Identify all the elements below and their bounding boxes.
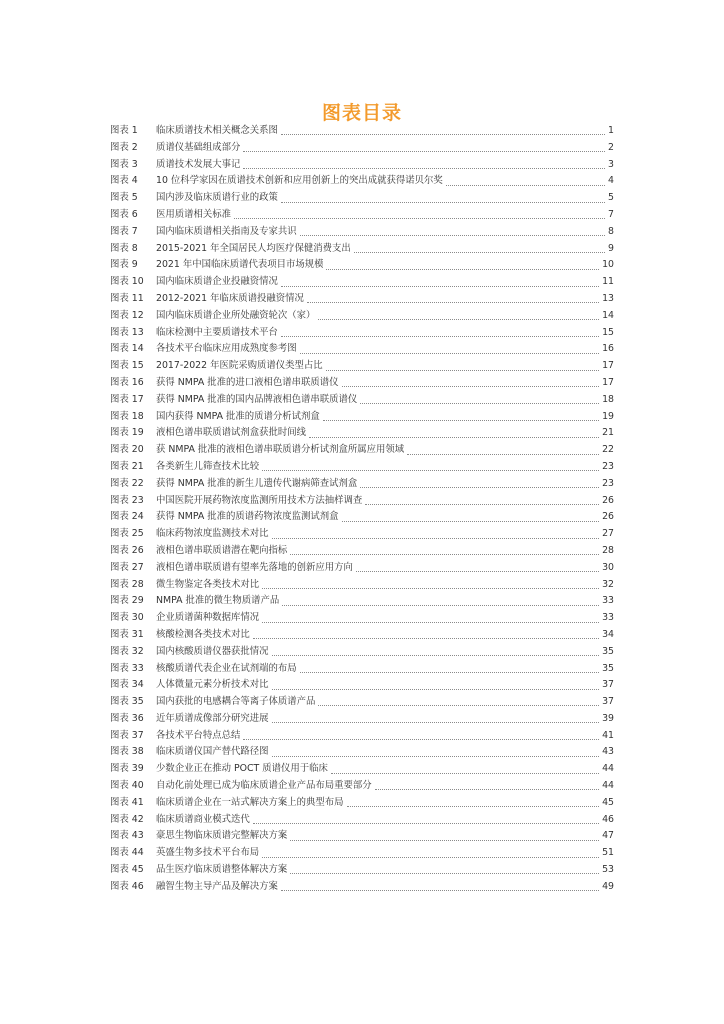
toc-entry[interactable] — [110, 207, 614, 224]
toc-entry-title[interactable]: 融智生物主导产品及解决方案 — [156, 880, 278, 892]
toc-dot-leader — [342, 385, 600, 387]
toc-entry-page-number[interactable]: 37 — [602, 679, 614, 691]
toc-dot-leader — [300, 671, 599, 673]
toc-dot-leader — [354, 251, 605, 253]
toc-dot-leader — [272, 755, 600, 757]
toc-entry[interactable] — [110, 526, 614, 543]
toc-entry[interactable] — [110, 140, 614, 157]
toc-entry-label: 图表 39 — [110, 763, 144, 775]
toc-entry-page-number[interactable]: 16 — [602, 343, 614, 355]
toc-entry-page-number[interactable]: 1 — [608, 125, 614, 136]
toc-dot-leader — [234, 217, 605, 219]
toc-entry[interactable] — [110, 123, 614, 140]
toc-entry-label: 图表 1 — [110, 125, 138, 136]
toc-entry-label: 图表 3 — [110, 158, 138, 170]
toc-entry-title[interactable]: 人体微量元素分析技术对比 — [156, 679, 269, 691]
toc-entry[interactable] — [110, 711, 614, 728]
toc-entry-title[interactable]: 国内核酸质谱仪器获批情况 — [156, 645, 269, 657]
toc-entry-label: 图表 28 — [110, 578, 144, 590]
toc-entry[interactable] — [110, 627, 614, 644]
toc-entry-page-number[interactable]: 43 — [602, 746, 614, 758]
toc-entry[interactable] — [110, 828, 614, 845]
toc-entry[interactable] — [110, 224, 614, 241]
toc-entry-label: 图表 9 — [110, 259, 138, 271]
toc-entry-label: 图表 12 — [110, 309, 144, 321]
toc-entry-page-number[interactable]: 3 — [608, 158, 614, 170]
toc-entry-label: 图表 7 — [110, 225, 138, 237]
toc-entry[interactable] — [110, 812, 614, 829]
toc-entry-page-number[interactable]: 19 — [602, 410, 614, 422]
toc-entry-page-number[interactable]: 21 — [602, 427, 614, 439]
toc-dot-leader — [318, 318, 599, 320]
toc-entry-title[interactable]: 各技术平台临床应用成熟度参考图 — [156, 343, 297, 355]
toc-entry-label: 图表 45 — [110, 864, 144, 876]
toc-entry[interactable] — [110, 778, 614, 795]
toc-entry-title[interactable]: 医用质谱相关标准 — [156, 208, 232, 220]
toc-entry-page-number[interactable]: 33 — [602, 595, 614, 607]
toc-entry-title[interactable]: 2017-2022 年医院采购质谱仪类型占比 — [156, 360, 323, 372]
toc-entry-label: 图表 2 — [110, 141, 138, 153]
toc-entry-page-number[interactable]: 46 — [602, 813, 614, 825]
toc-entry-page-number[interactable]: 41 — [602, 729, 614, 741]
toc-entry-title[interactable]: 获得 NMPA 批准的进口液相色谱串联质谱仪 — [156, 376, 339, 388]
toc-dot-leader — [300, 352, 599, 354]
toc-entry-label: 图表 27 — [110, 561, 144, 573]
toc-dot-leader — [326, 268, 599, 270]
toc-entry-label: 图表 21 — [110, 460, 144, 472]
toc-entry[interactable] — [110, 509, 614, 526]
toc-entry-label: 图表 43 — [110, 830, 144, 842]
toc-entry[interactable] — [110, 795, 614, 812]
toc-entry[interactable] — [110, 644, 614, 661]
toc-entry-page-number[interactable]: 15 — [602, 326, 614, 338]
toc-dot-leader — [262, 856, 599, 858]
toc-dot-leader — [290, 553, 599, 555]
toc-entry[interactable] — [110, 661, 614, 678]
toc-entry[interactable] — [110, 442, 614, 459]
toc-entry-title[interactable]: 自动化前处理已成为临床质谱企业产品布局重要部分 — [156, 780, 372, 792]
toc-entry[interactable] — [110, 744, 614, 761]
toc-entry[interactable] — [110, 308, 614, 325]
toc-dot-leader — [347, 805, 600, 807]
toc-entry-title[interactable]: 液相色谱串联质谱试剂盒获批时间线 — [156, 427, 307, 439]
toc-entry-title[interactable]: 少数企业正在推动 POCT 质谱仪用于临床 — [156, 763, 328, 775]
toc-entry-page-number[interactable]: 7 — [608, 208, 614, 220]
toc-entry-page-number[interactable]: 32 — [602, 578, 614, 590]
toc-dot-leader — [365, 503, 599, 505]
toc-entry-title[interactable]: 微生物鉴定各类技术对比 — [156, 578, 260, 590]
toc-entry[interactable] — [110, 409, 614, 426]
toc-entry-label: 图表 41 — [110, 796, 144, 808]
toc-entry-label: 图表 24 — [110, 511, 144, 523]
toc-entry[interactable] — [110, 157, 614, 174]
toc-dot-leader — [272, 688, 600, 690]
toc-entry-label: 图表 40 — [110, 780, 144, 792]
toc-entry-page-number[interactable]: 22 — [602, 444, 614, 456]
toc-entry-label: 图表 37 — [110, 729, 144, 741]
toc-entry-page-number[interactable]: 37 — [602, 696, 614, 708]
toc-entry-label: 图表 20 — [110, 444, 144, 456]
toc-entry-label: 图表 5 — [110, 192, 138, 204]
toc-entry-title[interactable]: 临床质谱仪国产替代路径图 — [156, 746, 269, 758]
toc-dot-leader — [272, 537, 600, 539]
toc-entry-label: 图表 8 — [110, 242, 138, 254]
toc-dot-leader — [309, 436, 599, 438]
toc-dot-leader — [326, 369, 599, 371]
toc-dot-leader — [281, 889, 599, 891]
toc-entry-page-number[interactable]: 26 — [602, 511, 614, 523]
toc-entry-title[interactable]: 国内获得 NMPA 批准的质谱分析试剂盒 — [156, 410, 320, 422]
toc-entry-title[interactable]: 各技术平台特点总结 — [156, 729, 241, 741]
toc-entry-page-number[interactable]: 45 — [602, 796, 614, 808]
toc-entry-title[interactable]: 国内临床质谱企业所处融资轮次（家） — [156, 309, 316, 321]
toc-entry-label: 图表 11 — [110, 292, 144, 304]
toc-dot-leader — [281, 133, 605, 135]
toc-entry[interactable] — [110, 325, 614, 342]
toc-entry[interactable] — [110, 677, 614, 694]
toc-dot-leader — [342, 520, 600, 522]
toc-entry-page-number[interactable]: 33 — [602, 612, 614, 624]
toc-entry-page-number[interactable]: 23 — [602, 477, 614, 489]
toc-entry-label: 图表 31 — [110, 628, 144, 640]
toc-entry-label: 图表 16 — [110, 376, 144, 388]
toc-entry[interactable] — [110, 577, 614, 594]
toc-entry-label: 图表 38 — [110, 746, 144, 758]
toc-dot-leader — [290, 839, 599, 841]
toc-entry-title[interactable]: 企业质谱菌种数据库情况 — [156, 612, 260, 624]
toc-entry[interactable] — [110, 694, 614, 711]
toc-entry-label: 图表 36 — [110, 712, 144, 724]
toc-entry-label: 图表 15 — [110, 360, 144, 372]
toc-entry-label: 图表 17 — [110, 393, 144, 405]
toc-entry[interactable] — [110, 560, 614, 577]
toc-entry-label: 图表 26 — [110, 544, 144, 556]
toc-entry-title[interactable]: 豪思生物临床质谱完整解决方案 — [156, 830, 288, 842]
toc-dot-leader — [272, 654, 600, 656]
toc-entry-title[interactable]: 质谱技术发展大事记 — [156, 158, 241, 170]
toc-entry-title[interactable]: 临床质谱商业模式迭代 — [156, 813, 250, 825]
toc-entry-page-number[interactable]: 35 — [602, 662, 614, 674]
toc-entry-label: 图表 22 — [110, 477, 144, 489]
toc-entry-page-number[interactable]: 18 — [602, 393, 614, 405]
toc-entry-title[interactable]: 2021 年中国临床质谱代表项目市场规模 — [156, 259, 324, 271]
toc-dot-leader — [243, 150, 605, 152]
toc-dot-leader — [360, 486, 599, 488]
toc-entry[interactable] — [110, 257, 614, 274]
toc-entry-label: 图表 23 — [110, 494, 144, 506]
toc-entry-page-number[interactable]: 35 — [602, 645, 614, 657]
toc-entry-page-number[interactable]: 26 — [602, 494, 614, 506]
toc-dot-leader — [281, 201, 605, 203]
toc-entry-page-number[interactable]: 44 — [602, 763, 614, 775]
toc-dot-leader — [272, 721, 600, 723]
toc-entry-page-number[interactable]: 27 — [602, 528, 614, 540]
toc-entry[interactable] — [110, 593, 614, 610]
toc-entry-page-number[interactable]: 47 — [602, 830, 614, 842]
toc-entry-page-number[interactable]: 11 — [602, 276, 614, 288]
toc-entry[interactable] — [110, 425, 614, 442]
toc-dot-leader — [446, 184, 605, 186]
toc-entry[interactable] — [110, 493, 614, 510]
toc-entry[interactable] — [110, 845, 614, 862]
toc-entry[interactable] — [110, 291, 614, 308]
toc-entry-label: 图表 30 — [110, 612, 144, 624]
toc-entry-title[interactable]: 核酸检测各类技术对比 — [156, 628, 250, 640]
toc-entry-title[interactable]: 获 NMPA 批准的液相色谱串联质谱分析试剂盒所属应用领域 — [156, 444, 405, 456]
toc-entry[interactable] — [110, 761, 614, 778]
toc-entry-page-number[interactable]: 17 — [602, 376, 614, 388]
toc-entry-title[interactable]: 获得 NMPA 批准的质谱药物浓度监测试剂盒 — [156, 511, 339, 523]
toc-entry-label: 图表 29 — [110, 595, 144, 607]
toc-entry[interactable] — [110, 543, 614, 560]
toc-entry-title[interactable]: 临床检测中主要质谱技术平台 — [156, 326, 278, 338]
toc-entry-label: 图表 33 — [110, 662, 144, 674]
toc-entry-title[interactable]: 临床质谱技术相关概念关系图 — [156, 125, 278, 136]
toc-entry-page-number[interactable]: 53 — [602, 864, 614, 876]
toc-entry-title[interactable]: 临床质谱企业在一站式解决方案上的典型布局 — [156, 796, 344, 808]
toc-entry-label: 图表 14 — [110, 343, 144, 355]
toc-entry-page-number[interactable]: 10 — [602, 259, 614, 271]
toc-dot-leader — [360, 402, 599, 404]
toc-entry-page-number[interactable]: 5 — [608, 192, 614, 204]
toc-entry[interactable] — [110, 610, 614, 627]
toc-entry-title[interactable]: 获得 NMPA 批准的国内品牌液相色谱串联质谱仪 — [156, 393, 358, 405]
toc-entry-page-number[interactable]: 44 — [602, 780, 614, 792]
toc-entry-title[interactable]: NMPA 批准的微生物质谱产品 — [156, 595, 280, 607]
toc-entry[interactable] — [110, 476, 614, 493]
toc-entry-page-number[interactable]: 23 — [602, 460, 614, 472]
toc-entry-label: 图表 42 — [110, 813, 144, 825]
toc-entry-title[interactable]: 各类新生儿筛查技术比较 — [156, 460, 260, 472]
toc-dot-leader — [243, 167, 605, 169]
table-of-figures — [110, 123, 614, 896]
toc-dot-leader — [262, 469, 599, 471]
toc-entry-label: 图表 35 — [110, 696, 144, 708]
toc-entry-page-number[interactable]: 14 — [602, 309, 614, 321]
toc-entry-title[interactable]: 国内获批的电感耦合等离子体质谱产品 — [156, 696, 316, 708]
page-title: 图表目录 — [321, 101, 402, 124]
toc-entry-label: 图表 13 — [110, 326, 144, 338]
toc-entry-title[interactable]: 品生医疗临床质谱整体解决方案 — [156, 864, 288, 876]
toc-entry-page-number[interactable]: 9 — [608, 242, 614, 254]
toc-entry[interactable] — [110, 862, 614, 879]
toc-entry-page-number[interactable]: 39 — [602, 712, 614, 724]
toc-dot-leader — [253, 822, 599, 824]
toc-entry-title[interactable]: 质谱仪基础组成部分 — [156, 141, 241, 153]
toc-entry[interactable] — [110, 173, 614, 190]
toc-entry-page-number[interactable]: 34 — [602, 628, 614, 640]
toc-dot-leader — [281, 285, 599, 287]
toc-dot-leader — [300, 234, 605, 236]
toc-entry[interactable] — [110, 358, 614, 375]
toc-dot-leader — [262, 587, 599, 589]
toc-entry[interactable] — [110, 190, 614, 207]
toc-entry-page-number[interactable]: 49 — [602, 880, 614, 892]
toc-entry[interactable] — [110, 274, 614, 291]
toc-dot-leader — [243, 738, 599, 740]
toc-entry-title[interactable]: 英盛生物多技术平台布局 — [156, 847, 260, 859]
toc-entry-title[interactable]: 国内临床质谱相关指南及专家共识 — [156, 225, 297, 237]
toc-entry-label: 图表 46 — [110, 880, 144, 892]
toc-entry-label: 图表 18 — [110, 410, 144, 422]
toc-dot-leader — [407, 453, 599, 455]
toc-entry-title[interactable]: 2015-2021 年全国居民人均医疗保健消费支出 — [156, 242, 351, 254]
toc-entry-title[interactable]: 国内临床质谱企业投融资情况 — [156, 276, 278, 288]
toc-entry-title[interactable]: 10 位科学家因在质谱技术创新和应用创新上的突出成就获得诺贝尔奖 — [156, 175, 443, 187]
toc-entry[interactable] — [110, 459, 614, 476]
toc-entry-page-number[interactable]: 51 — [602, 847, 614, 859]
toc-dot-leader — [356, 570, 599, 572]
toc-entry-title[interactable]: 近年质谱成像部分研究进展 — [156, 712, 269, 724]
toc-entry-title[interactable]: 获得 NMPA 批准的新生儿遗传代谢病筛查试剂盒 — [156, 477, 358, 489]
toc-entry-label: 图表 44 — [110, 847, 144, 859]
toc-dot-leader — [281, 335, 599, 337]
toc-entry-label: 图表 10 — [110, 276, 144, 288]
toc-entry[interactable] — [110, 375, 614, 392]
toc-entry[interactable] — [110, 728, 614, 745]
toc-entry-label: 图表 6 — [110, 208, 138, 220]
toc-dot-leader — [253, 637, 599, 639]
toc-entry[interactable] — [110, 241, 614, 258]
toc-entry-page-number[interactable]: 17 — [602, 360, 614, 372]
toc-entry-title[interactable]: 中国医院开展药物浓度监测所用技术方法抽样调查 — [156, 494, 363, 506]
toc-entry-page-number[interactable]: 30 — [602, 561, 614, 573]
toc-entry-title[interactable]: 液相色谱串联质谱潜在靶向指标 — [156, 544, 288, 556]
toc-entry-page-number[interactable]: 2 — [608, 141, 614, 153]
toc-entry-label: 图表 19 — [110, 427, 144, 439]
toc-entry[interactable] — [110, 879, 614, 896]
toc-dot-leader — [290, 872, 599, 874]
toc-entry-title[interactable]: 核酸质谱代表企业在试剂端的布局 — [156, 662, 297, 674]
toc-entry-page-number[interactable]: 8 — [608, 225, 614, 237]
toc-dot-leader — [323, 419, 599, 421]
toc-entry-title[interactable]: 国内涉及临床质谱行业的政策 — [156, 192, 278, 204]
toc-entry-page-number[interactable]: 4 — [608, 175, 614, 187]
toc-entry[interactable] — [110, 392, 614, 409]
toc-dot-leader — [331, 772, 599, 774]
toc-dot-leader — [375, 788, 599, 790]
toc-entry-page-number[interactable]: 28 — [602, 544, 614, 556]
toc-entry-page-number[interactable]: 13 — [602, 292, 614, 304]
toc-entry-label: 图表 34 — [110, 679, 144, 691]
toc-entry-title[interactable]: 2012-2021 年临床质谱投融资情况 — [156, 292, 304, 304]
toc-entry[interactable] — [110, 341, 614, 358]
toc-entry-title[interactable]: 临床药物浓度监测技术对比 — [156, 528, 269, 540]
toc-entry-title[interactable]: 液相色谱串联质谱有望率先落地的创新应用方向 — [156, 561, 353, 573]
toc-entry-label: 图表 32 — [110, 645, 144, 657]
toc-dot-leader — [282, 604, 599, 606]
toc-dot-leader — [318, 704, 599, 706]
toc-entry-label: 图表 25 — [110, 528, 144, 540]
toc-entry-label: 图表 4 — [110, 175, 138, 187]
toc-dot-leader — [262, 621, 599, 623]
toc-dot-leader — [307, 301, 599, 303]
